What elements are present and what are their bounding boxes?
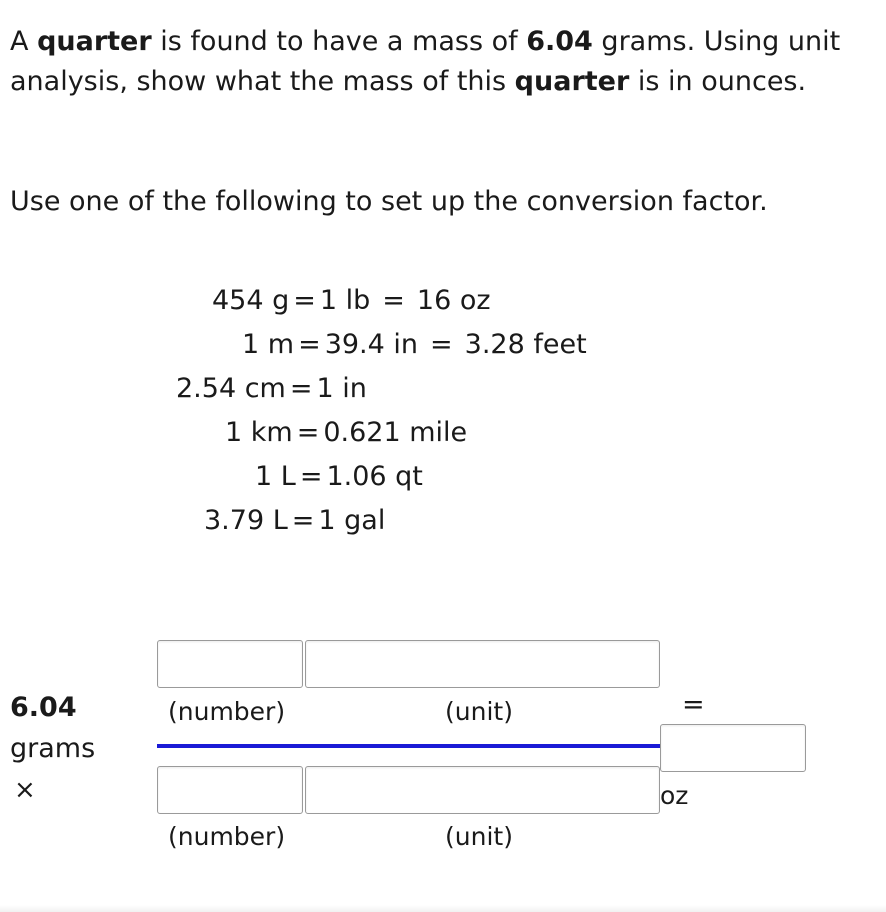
conversion-mid: 1.06 qt (326, 461, 423, 492)
conversion-rhs: 16 oz (416, 285, 491, 316)
equals-symbol: = (291, 505, 315, 536)
question-part: grams. Using unit analysis, show what the mass of this (10, 26, 841, 97)
given-value: 6.04 (10, 692, 77, 723)
question-part: is found to have a mass of (151, 26, 527, 57)
bottom-divider (0, 905, 886, 912)
conversion-lhs: 1 km (225, 417, 293, 448)
numerator-unit-label: (unit) (445, 697, 513, 726)
given-unit: grams (10, 733, 96, 764)
numerator-unit-input[interactable] (305, 640, 660, 688)
fraction-bar (157, 744, 661, 748)
conversion-row (204, 504, 385, 538)
question-bold-object: quarter (514, 65, 630, 97)
conversion-lhs: 454 g (212, 285, 290, 316)
conversion-lhs: 1 L (255, 461, 296, 492)
conversion-rhs: 3.28 feet (464, 329, 587, 360)
conversion-lhs: 1 m (242, 329, 295, 360)
instruction-text: Use one of the following to set up the conversion factor. (10, 186, 768, 217)
denominator-number-input[interactable] (157, 766, 303, 814)
equals-symbol: = (293, 285, 316, 316)
equals-symbol: = (289, 373, 313, 404)
conversion-lhs: 2.54 cm (176, 373, 286, 404)
equals-symbol: = (382, 285, 405, 316)
conversion-row (176, 372, 367, 406)
question-bold-mass: 6.04 (526, 26, 593, 57)
equals-symbol: = (430, 329, 453, 360)
question-text (10, 22, 870, 101)
conversion-mid: 1 lb (319, 285, 371, 316)
denominator-unit-input[interactable] (305, 766, 660, 814)
question-bold-object: quarter (37, 26, 152, 57)
conversion-mid: 0.621 mile (323, 417, 468, 448)
conversion-mid: 1 in (316, 373, 367, 404)
conversion-mid: 39.4 in (324, 329, 419, 360)
multiply-icon: × (14, 775, 36, 805)
conversion-row (255, 460, 423, 494)
denominator-number-label: (number) (168, 822, 286, 851)
answer-input[interactable] (660, 724, 806, 772)
conversion-row (225, 416, 467, 450)
numerator-number-label: (number) (168, 697, 286, 726)
equals-symbol: = (299, 461, 323, 492)
question-part: is in ounces. (629, 65, 807, 97)
question-part: A (10, 26, 38, 57)
conversion-row (212, 284, 491, 318)
conversion-lhs: 3.79 L (204, 505, 288, 536)
denominator-unit-label: (unit) (445, 822, 513, 851)
equals-symbol: = (298, 329, 321, 360)
conversion-row (242, 328, 587, 362)
numerator-number-input[interactable] (157, 640, 303, 688)
equals-symbol: = (296, 417, 320, 448)
answer-unit-label: oz (660, 781, 689, 810)
result-equals-sign: = (682, 689, 705, 720)
conversion-mid: 1 gal (318, 505, 386, 536)
